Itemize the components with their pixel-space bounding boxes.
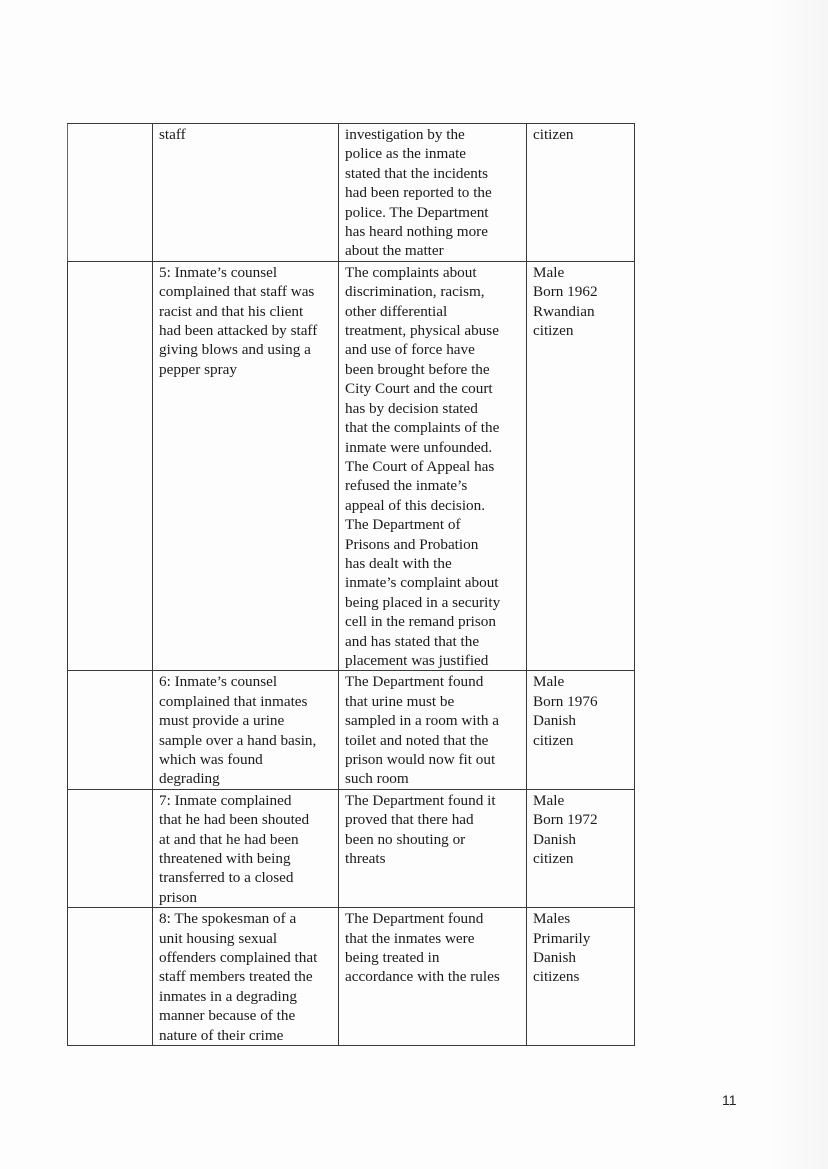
outcome-cell: The complaints about discrimination, racism, other differential treatment, physical abuse and use of force have been brought before the City Court and the court has by decision stated that the complaints of the inmate were unfounded. The Court of Appeal has refused the inmate’s appeal of this decision. The Department of Prisons and Probation has dealt with the inmate’s complaint about being placed in a security cell in the remand prison and has stated that the placement was justified [339,261,527,671]
table-row [68,671,635,789]
scan-edge-shade [768,0,828,1169]
inmate-cell: Males Primarily Danish citizens [527,908,635,1046]
inmate-cell: Male Born 1972 Danish citizen [527,789,635,907]
complaint-cell: staff [153,124,339,262]
outcome-cell: The Department found it proved that there had been no shouting or threats [339,789,527,907]
complaint-cell: 5: Inmate’s counsel complained that staff was racist and that his client had been attacked by staff giving blows and using a pepper spray [153,261,339,671]
inmate-cell: citizen [527,124,635,262]
inmate-cell: Male Born 1976 Danish citizen [527,671,635,789]
complaint-cell: 8: The spokesman of a unit housing sexual offenders complained that staff members treated the inmates in a degrading manner because of the nature of their crime [153,908,339,1046]
inmate-cell: Male Born 1962 Rwandian citizen [527,261,635,671]
outcome-cell: The Department found that urine must be sampled in a room with a toilet and noted that the prison would now fit out such room [339,671,527,789]
table-row [68,789,635,907]
outcome-cell: investigation by the police as the inmate stated that the incidents had been reported to the police. The Department has heard nothing more about the matter [339,124,527,262]
row-number-cell [68,671,153,789]
table-row [68,124,635,262]
row-number-cell [68,789,153,907]
table-row [68,908,635,1046]
outcome-cell: The Department found that the inmates were being treated in accordance with the rules [339,908,527,1046]
row-number-cell [68,261,153,671]
complaint-cell: 7: Inmate complained that he had been shouted at and that he had been threatened with being transferred to a closed prison [153,789,339,907]
table-row [68,261,635,671]
row-number-cell [68,908,153,1046]
complaints-table [67,123,635,1046]
row-number-cell [68,124,153,262]
page-number: 11 [722,1092,737,1108]
complaint-cell: 6: Inmate’s counsel complained that inmates must provide a urine sample over a hand basin, which was found degrading [153,671,339,789]
